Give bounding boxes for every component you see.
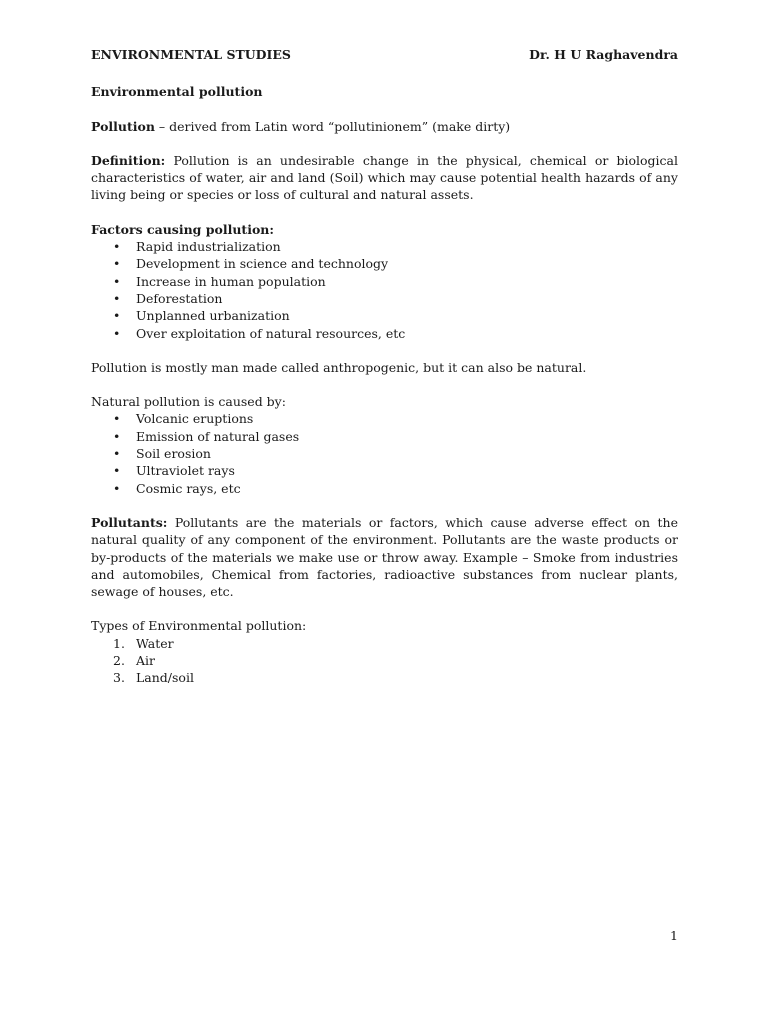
- definition-term: Definition:: [91, 152, 166, 168]
- anthropogenic-paragraph: Pollution is mostly man made called anthropogenic, but it can also be natural.: [91, 359, 587, 375]
- pollutants-text: Pollutants are the materials or factors, which cause adverse effect on the natural quality of any component of the environment. Pollutants are the waste products or by-products of the materials we make use or throw away. Example – Smoke from industries and automobiles, Chemical from factories, radioactive substances from nuclear plants, sewage of houses, etc.: [91, 514, 678, 600]
- bullet-icon: •: [113, 290, 121, 306]
- list-item: • Unplanned urbanization: [113, 308, 290, 324]
- bullet-icon: •: [113, 446, 121, 462]
- types-heading: Types of Environmental pollution:: [91, 618, 307, 634]
- types-section: [91, 617, 678, 686]
- bullet-icon: •: [113, 273, 121, 289]
- list-item: • Ultraviolet rays: [113, 463, 235, 479]
- list-item: • Volcanic eruptions: [113, 411, 254, 427]
- factors-list: [91, 238, 678, 342]
- page-number: 1: [670, 928, 678, 943]
- list-item: • Increase in human population: [113, 273, 326, 289]
- list-item: • Cosmic rays, etc: [113, 480, 241, 496]
- pollution-origin: [91, 118, 678, 135]
- natural-heading: Natural pollution is caused by:: [91, 394, 286, 410]
- bullet-icon: •: [113, 308, 121, 324]
- list-item: • Soil erosion: [113, 446, 211, 462]
- list-item: 1. Water: [113, 635, 174, 651]
- definition-paragraph: [91, 152, 678, 204]
- bullet-icon: •: [113, 480, 121, 496]
- header-author: Dr. H U Raghavendra: [529, 47, 678, 62]
- bullet-icon: •: [113, 428, 121, 444]
- list-number: 2.: [113, 653, 125, 669]
- document-page: [91, 46, 678, 687]
- bullet-icon: •: [113, 239, 121, 255]
- list-item: 3. Land/soil: [113, 670, 194, 686]
- definition-text: Pollution is an undesirable change in the physical, chemical or biological characteristics of water, air and land (Soil) which may cause potential health hazards of any living being or species or loss of cultural and natural assets.: [91, 152, 678, 203]
- header-course-title: ENVIRONMENTAL STUDIES: [91, 47, 291, 62]
- pollutants-paragraph: [91, 514, 678, 600]
- bullet-icon: •: [113, 411, 121, 427]
- list-item: • Emission of natural gases: [113, 428, 300, 444]
- pollution-term: Pollution: [91, 118, 155, 134]
- pollutants-term: Pollutants:: [91, 514, 168, 530]
- natural-causes-list: [91, 410, 678, 496]
- natural-pollution-section: [91, 393, 678, 497]
- factors-section: [91, 221, 678, 342]
- list-item: 2. Air: [113, 653, 156, 669]
- bullet-icon: •: [113, 325, 121, 341]
- list-number: 3.: [113, 670, 125, 686]
- list-item: • Over exploitation of natural resources, etc: [113, 325, 406, 341]
- page-header: [91, 46, 678, 63]
- types-list: [91, 635, 678, 687]
- list-item: • Rapid industrialization: [113, 239, 281, 255]
- section-title: Environmental pollution: [91, 84, 263, 100]
- list-item: • Deforestation: [113, 290, 223, 306]
- factors-heading: Factors causing pollution:: [91, 221, 274, 237]
- list-item: • Development in science and technology: [113, 256, 389, 272]
- bullet-icon: •: [113, 463, 121, 479]
- list-number: 1.: [113, 635, 125, 651]
- bullet-icon: •: [113, 256, 121, 272]
- pollution-origin-text: – derived from Latin word “pollutinionem” (make dirty): [154, 118, 511, 134]
